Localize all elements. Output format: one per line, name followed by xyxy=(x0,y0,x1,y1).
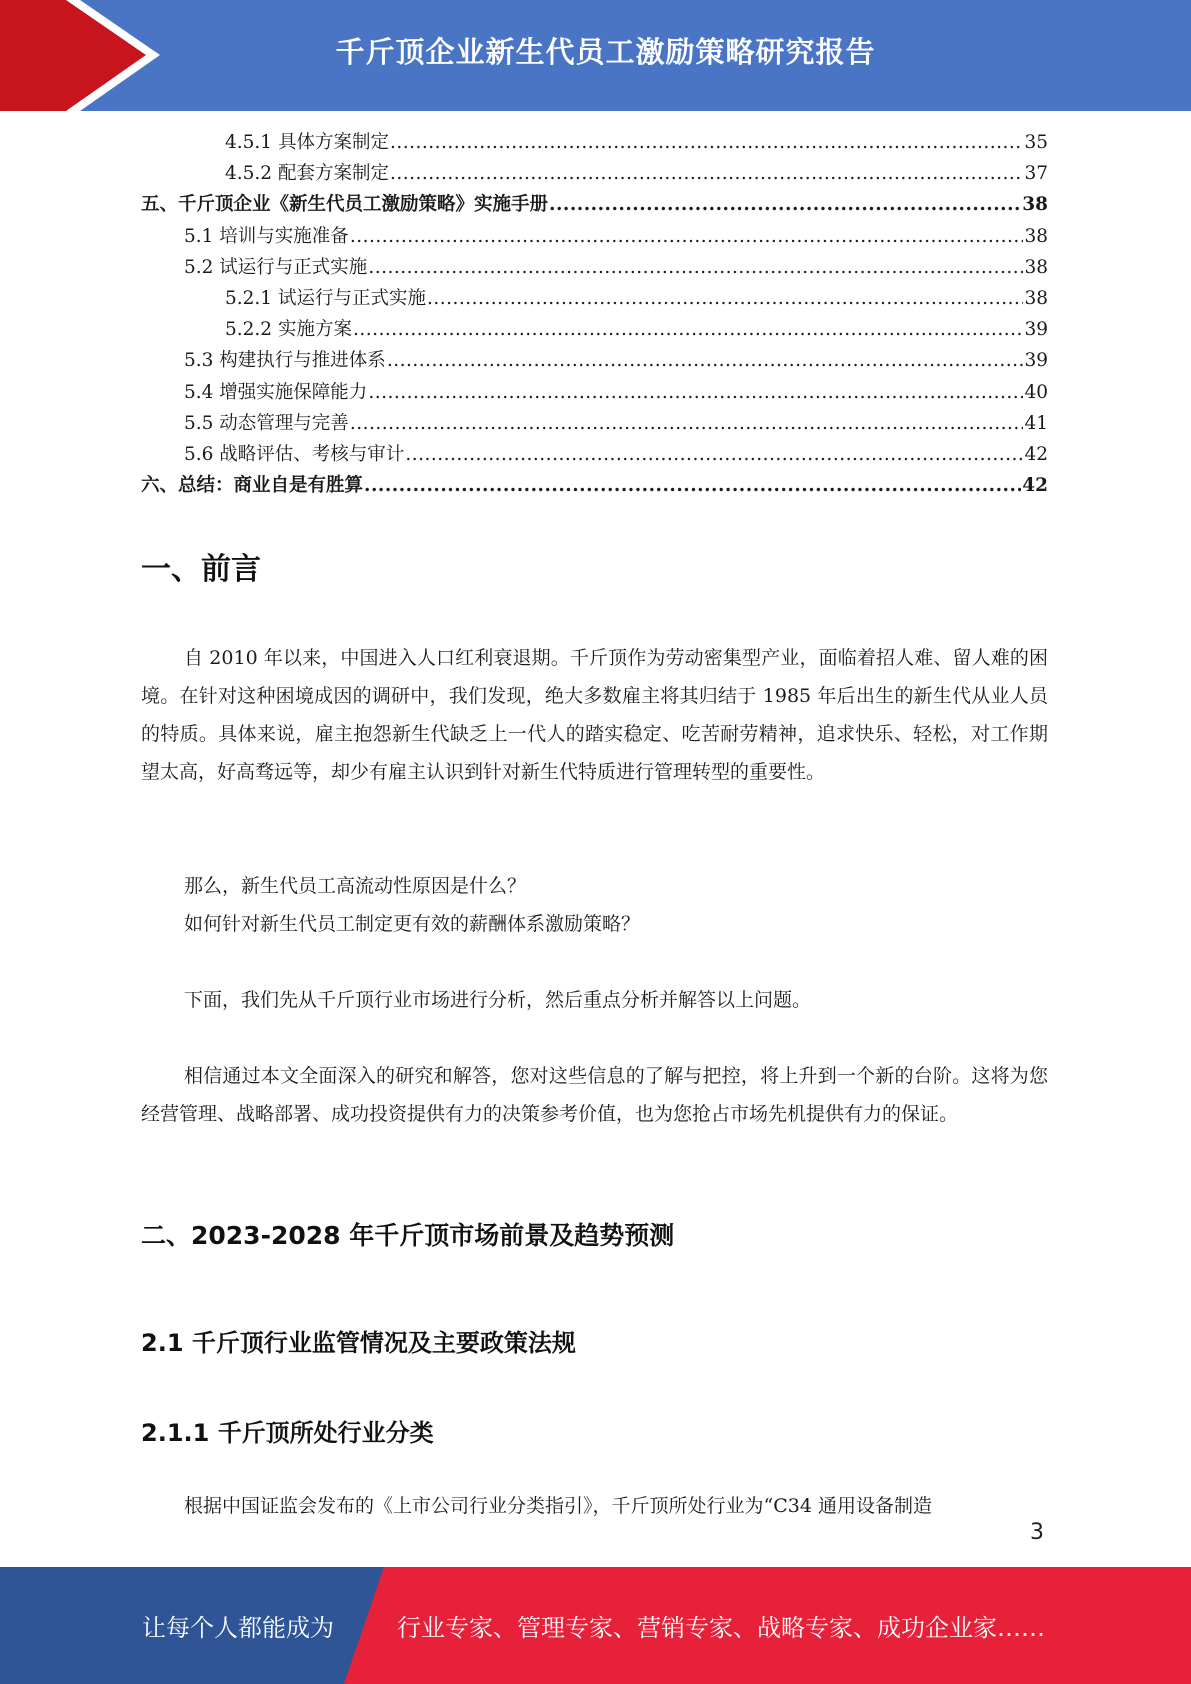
toc-entry[interactable] xyxy=(141,409,1048,440)
toc-entry[interactable] xyxy=(141,222,1048,253)
report-title: 千斤顶企业新生代员工激励策略研究报告 xyxy=(335,34,876,69)
subsection-heading-2-1-1: 2.1.1 千斤顶所处行业分类 xyxy=(141,1419,434,1447)
toc-entry-label: 5.2.2 实施方案 xyxy=(225,319,352,341)
toc-entry-page: 39 xyxy=(1024,350,1048,372)
toc-entry-page: 38 xyxy=(1024,225,1048,247)
toc-dot-leader xyxy=(390,163,1023,185)
toc-entry-page: 35 xyxy=(1024,132,1048,153)
toc-entry[interactable] xyxy=(141,253,1048,284)
subsection-heading-2-1: 2.1 千斤顶行业监管情况及主要政策法规 xyxy=(141,1329,576,1357)
toc-entry-label: 5.1 培训与实施准备 xyxy=(184,225,349,247)
toc-entry[interactable] xyxy=(141,190,1048,221)
toc-entry[interactable] xyxy=(141,346,1048,377)
footer-slogan-left: 让每个人都能成为 xyxy=(142,1614,334,1642)
toc-entry-label: 六、总结：商业自是有胜算 xyxy=(141,475,364,497)
preface-paragraph-1: 自 2010 年以来，中国进入人口红利衰退期。千斤顶作为劳动密集型产业，面临着招人难、留人难的困境。在针对这种困境成因的调研中，我们发现，绝大多数雇主将其归结于 1985 年后出生的新生代从业人员的特质。具体来说，雇主抱怨新生代缺乏上一代人的踏实稳定、吃苦耐劳精神，追求快乐、轻松，对工作期望太高，好高骛远等，却少有雇主认识到针对新生代特质进行管理转型的重要性。 xyxy=(141,647,1048,783)
toc-entry-label: 5.2.1 试运行与正式实施 xyxy=(225,287,426,309)
industry-classification-paragraph: 根据中国证监会发布的《上市公司行业分类指引》，千斤顶所处行业为“C34 通用设备制造 xyxy=(184,1495,932,1517)
toc-entry[interactable] xyxy=(141,378,1048,409)
toc-entry-label: 5.3 构建执行与推进体系 xyxy=(184,350,386,372)
toc-dot-leader xyxy=(390,132,1023,154)
toc-entry-page: 38 xyxy=(1024,287,1048,309)
toc-dot-leader xyxy=(387,350,1024,372)
toc-entry-page: 41 xyxy=(1024,412,1048,434)
toc-entry-page: 42 xyxy=(1024,443,1048,465)
toc-entry[interactable] xyxy=(141,159,1048,190)
page-footer xyxy=(0,1567,1191,1684)
toc-entry-page: 39 xyxy=(1024,319,1048,341)
preface-question-1: 那么，新生代员工高流动性原因是什么？ xyxy=(184,875,527,897)
preface-paragraph-2: 下面，我们先从千斤顶行业市场进行分析，然后重点分析并解答以上问题。 xyxy=(184,989,812,1011)
toc-entry-page: 40 xyxy=(1024,381,1048,403)
toc-entry[interactable] xyxy=(141,128,1048,159)
preface-paragraph-3: 相信通过本文全面深入的研究和解答，您对这些信息的了解与把控，将上升到一个新的台阶。这将为您经营管理、战略部署、成功投资提供有力的决策参考价值，也为您抢占市场先机提供有力的保证。 xyxy=(141,1065,1048,1125)
toc-entry-page: 38 xyxy=(1022,194,1048,216)
section-heading-market-outlook: 二、2023-2028 年千斤顶市场前景及趋势预测 xyxy=(141,1221,675,1250)
toc-entry-page: 38 xyxy=(1024,256,1048,278)
toc-entry-label: 5.2 试运行与正式实施 xyxy=(184,256,368,278)
toc-entry-label: 5.5 动态管理与完善 xyxy=(184,412,349,434)
toc-dot-leader xyxy=(549,194,1021,216)
toc-entry[interactable] xyxy=(141,284,1048,315)
toc-dot-leader xyxy=(427,288,1023,310)
preface-question-2: 如何针对新生代员工制定更有效的薪酬体系激励策略？ xyxy=(184,913,641,935)
toc-dot-leader xyxy=(364,475,1021,497)
toc-dot-leader xyxy=(368,382,1023,404)
toc-entry-page: 42 xyxy=(1022,475,1048,497)
toc-entry[interactable] xyxy=(141,440,1048,471)
toc-dot-leader xyxy=(353,319,1024,341)
toc-entry-label: 5.4 增强实施保障能力 xyxy=(184,381,368,403)
toc-entry-label: 5.6 战略评估、考核与审计 xyxy=(184,443,405,465)
toc-entry-page: 37 xyxy=(1024,163,1048,185)
toc-entry-label: 4.5.2 配套方案制定 xyxy=(225,163,389,185)
toc-entry-label: 五、千斤顶企业《新生代员工激励策略》实施手册 xyxy=(141,194,549,216)
page-header xyxy=(0,0,1191,111)
toc-entry-label: 4.5.1 具体方案制定 xyxy=(225,132,389,153)
toc-entry[interactable] xyxy=(141,315,1048,346)
table-of-contents xyxy=(141,128,1048,502)
toc-dot-leader xyxy=(350,413,1024,435)
toc-dot-leader xyxy=(368,257,1023,279)
section-heading-preface: 一、前言 xyxy=(141,552,261,587)
toc-dot-leader xyxy=(350,226,1024,248)
toc-dot-leader xyxy=(405,444,1023,466)
toc-entry[interactable] xyxy=(141,471,1048,502)
page-number: 3 xyxy=(1030,1520,1044,1545)
footer-slogan-right: 行业专家、管理专家、营销专家、战略专家、成功企业家…… xyxy=(397,1614,1045,1642)
